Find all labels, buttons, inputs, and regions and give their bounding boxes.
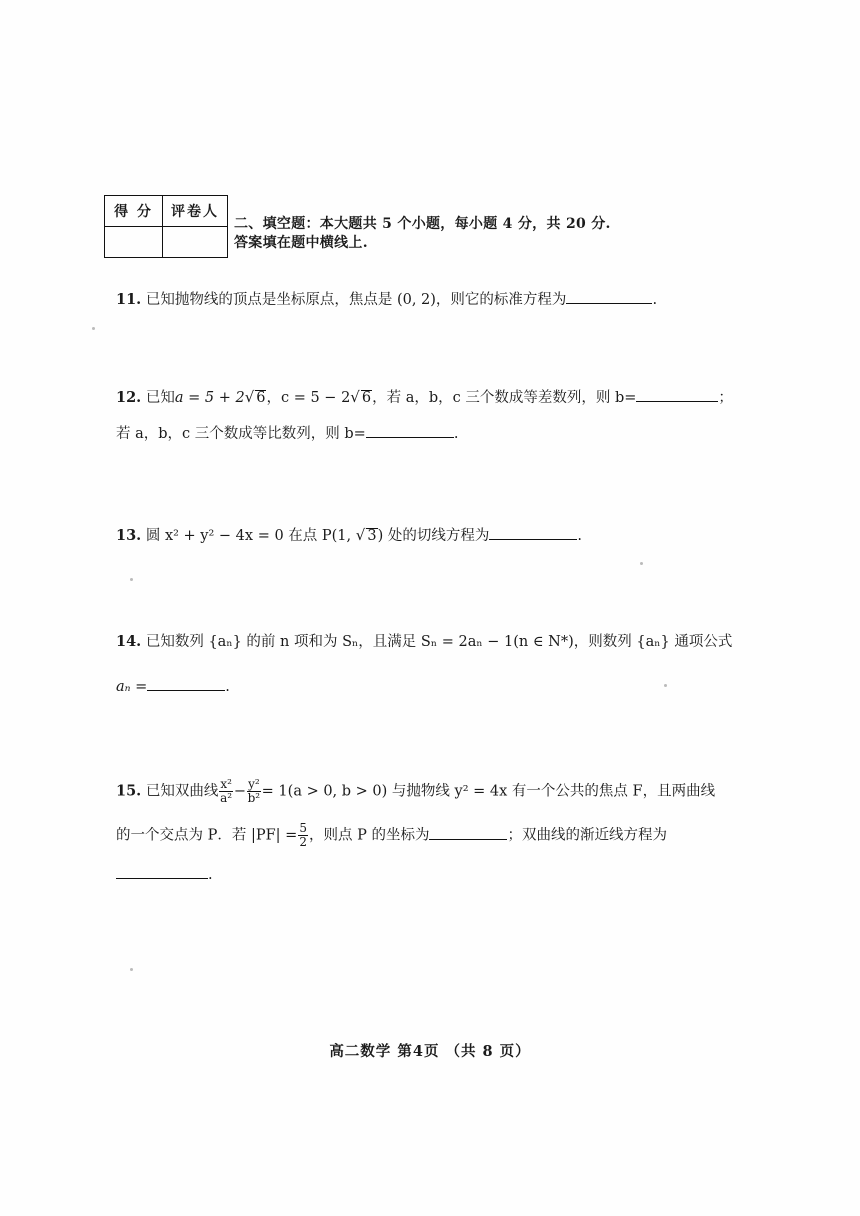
score-cell <box>105 227 163 258</box>
answer-blank <box>489 525 577 540</box>
answer-blank <box>366 423 454 438</box>
math-expression: aₙ = <box>116 679 148 695</box>
radicand: 6 <box>256 390 266 406</box>
question-text: ；双曲线的渐近线方程为 <box>507 827 667 844</box>
question-text: = 1(a > 0, b > 0) 与抛物线 y² = 4x 有一个公共的焦点 F，且两曲线 <box>261 783 716 800</box>
scan-speck <box>92 327 95 330</box>
question-text: 已知数列 {aₙ} 的前 n 项和为 Sₙ，且满足 Sₙ = 2aₙ − 1(n ∈ N*)，则数列 {aₙ} 通项公式 <box>145 634 733 650</box>
section-title: 二、填空题：本大题共 5 个小题，每小题 4 分，共 20 分. <box>234 216 611 232</box>
scan-speck <box>640 562 643 565</box>
answer-blank <box>429 825 507 840</box>
question-number: 11. <box>116 291 142 308</box>
question-number: 15. <box>116 782 142 800</box>
question-text: 的一个交点为 P．若 |PF| = <box>116 827 298 844</box>
question-number: 14. <box>116 633 142 650</box>
answer-blank <box>566 289 652 304</box>
question-15-line2 <box>116 822 667 849</box>
fraction-x2-a2: $\frac{\text{x²}}{\text{a²}}$ <box>220 777 233 805</box>
math-expression: a = 5 + 2 <box>174 390 245 406</box>
question-number: 12. <box>116 389 142 406</box>
question-12 <box>116 387 733 408</box>
math-expression: 圆 x² + y² − 4x = 0 在点 P(1, <box>145 528 356 544</box>
question-text: ，若 a，b，c 三个数成等差数列，则 b= <box>372 390 637 406</box>
minus-sign: − <box>233 783 247 800</box>
answer-blank <box>636 387 718 402</box>
grader-cell <box>163 227 228 258</box>
question-text: 已知双曲线 <box>145 783 219 800</box>
fraction-5-2: $\frac{5}{2}$ <box>299 821 307 849</box>
scan-speck <box>130 578 133 581</box>
question-text: 已知 <box>145 390 175 406</box>
answer-blank <box>147 676 225 691</box>
question-14-line2 <box>116 676 230 697</box>
scan-speck <box>130 968 133 971</box>
grader-header: 评卷人 <box>163 196 228 227</box>
score-header: 得 分 <box>105 196 163 227</box>
math-expression: ，c = 5 − 2 <box>266 390 351 406</box>
section-heading <box>234 215 611 253</box>
question-15 <box>116 778 715 805</box>
question-12-line2 <box>116 423 458 444</box>
sqrt-symbol: √ <box>244 388 255 406</box>
question-text: 已知抛物线的顶点是坐标原点，焦点是 (0, 2)，则它的标准方程为 <box>145 292 567 308</box>
punctuation: . <box>577 528 582 544</box>
score-table <box>104 195 228 258</box>
punctuation: . <box>652 292 658 308</box>
punctuation: . <box>225 679 230 695</box>
punctuation: ； <box>718 390 733 406</box>
radicand: 6 <box>361 390 372 406</box>
page-footer: 高二数学 第4页 （共 8 页） <box>329 1043 531 1060</box>
section-instructions: 答案填在题中横线上. <box>234 235 368 251</box>
question-text: ，则点 P 的坐标为 <box>308 827 430 844</box>
question-text: ) 处的切线方程为 <box>377 528 490 544</box>
question-13 <box>116 525 582 546</box>
sqrt-symbol: √ <box>350 388 360 406</box>
question-15-line3 <box>116 864 213 885</box>
punctuation: . <box>453 426 459 442</box>
question-14 <box>116 632 732 652</box>
question-text: 若 a，b，c 三个数成等比数列，则 b= <box>116 426 366 442</box>
question-number: 13. <box>116 527 142 544</box>
question-11 <box>116 289 657 310</box>
sqrt-symbol: √ <box>355 526 366 544</box>
radicand: 3 <box>367 528 377 544</box>
punctuation: . <box>208 867 213 883</box>
fraction-y2-b2: $\frac{\text{y²}}{\text{b²}}$ <box>247 777 261 805</box>
scan-speck <box>664 684 667 687</box>
answer-blank <box>116 864 208 879</box>
